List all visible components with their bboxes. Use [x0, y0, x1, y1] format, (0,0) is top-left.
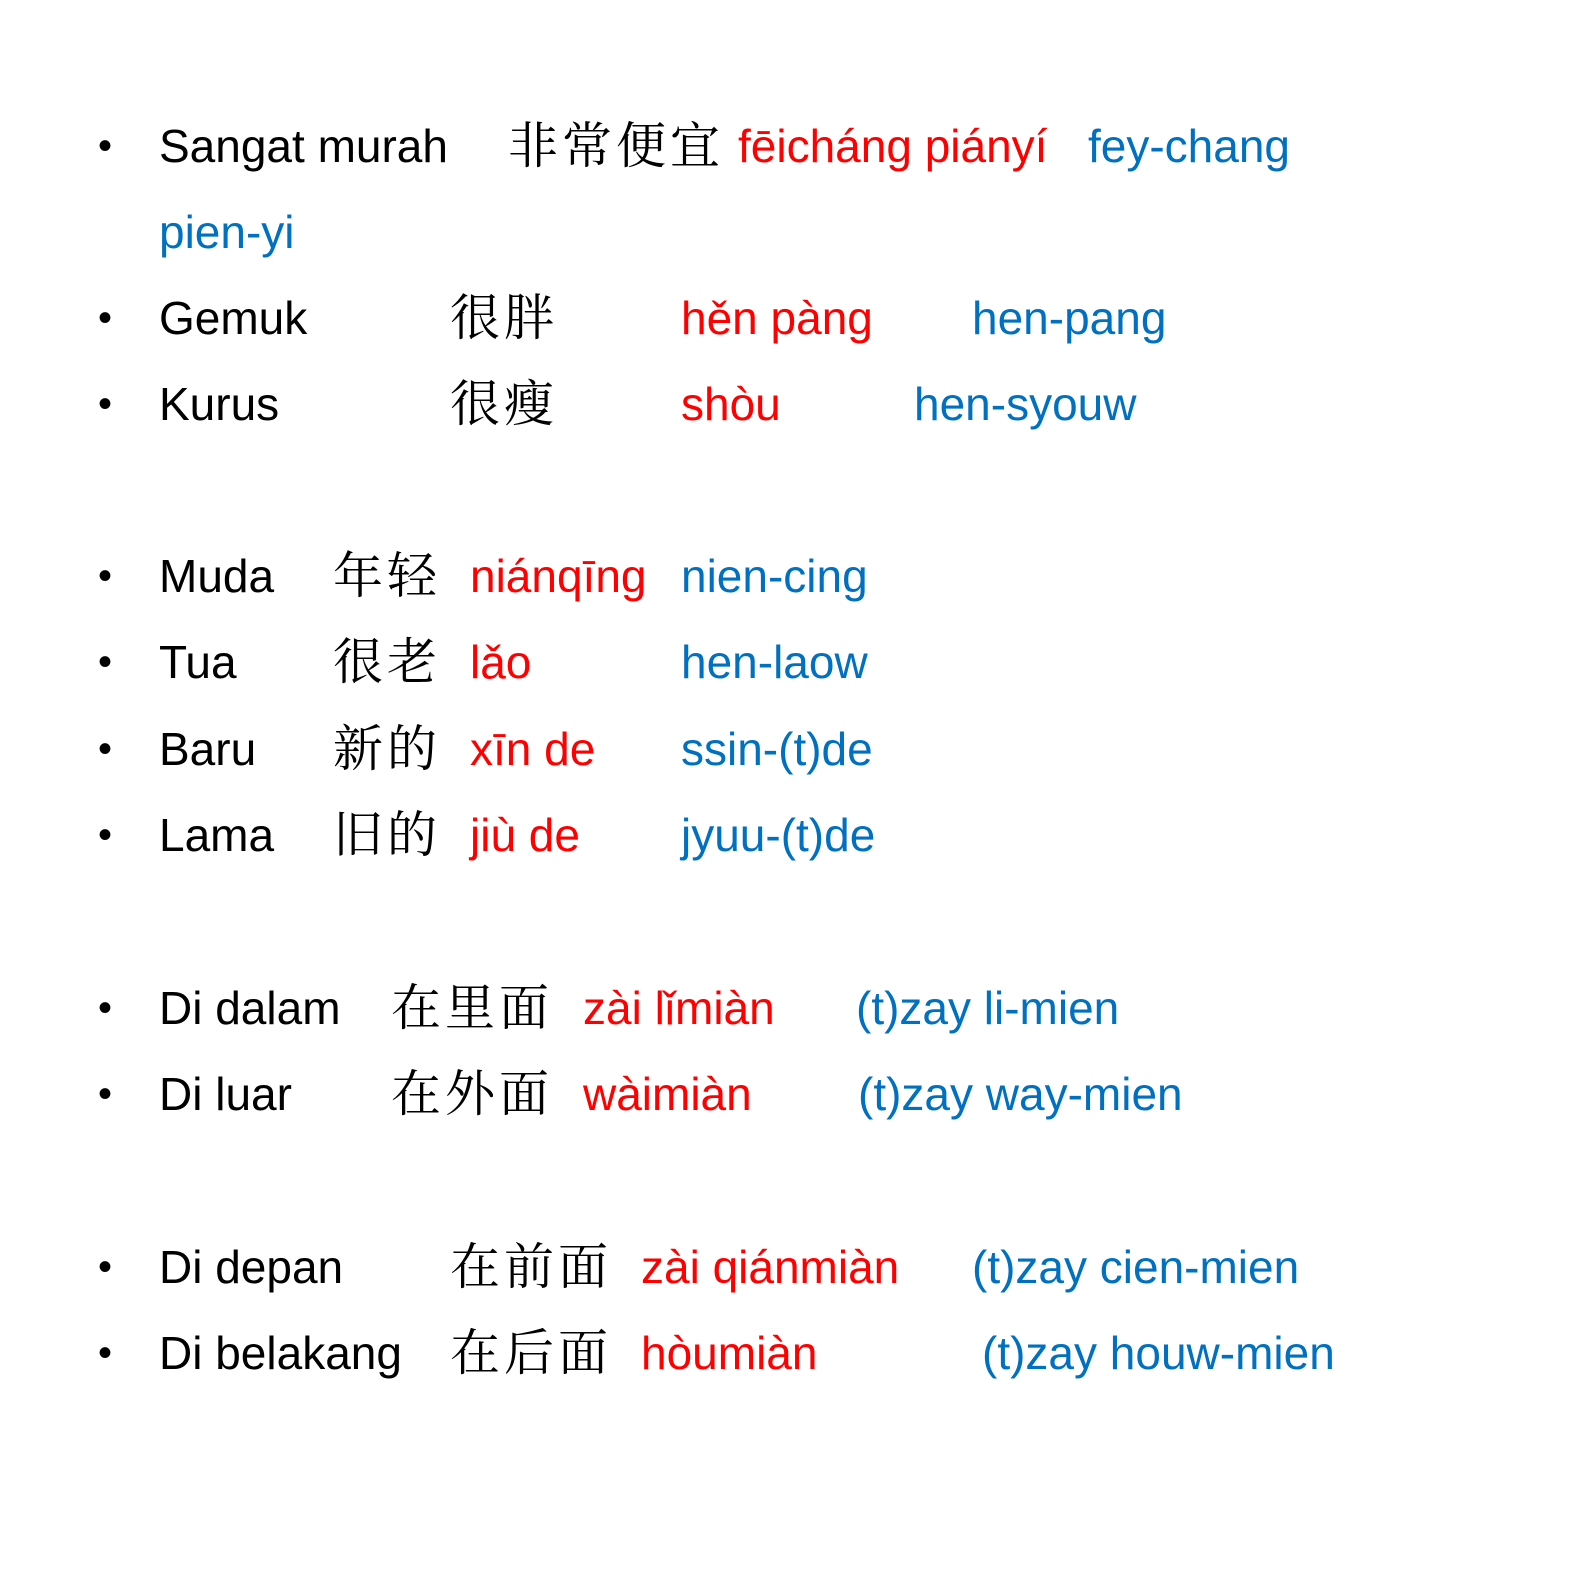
pinyin: shòu [681, 378, 781, 430]
indonesian-word: Di belakang [159, 1327, 402, 1379]
hanzi: 很瘦 [450, 375, 558, 433]
phonetic: (t)zay houw-mien [982, 1327, 1335, 1379]
hanzi: 旧的 [333, 806, 441, 864]
list-item [0, 103, 1576, 189]
bullet: • [98, 1331, 113, 1375]
hanzi: 在外面 [391, 1065, 553, 1123]
indonesian-word: Di dalam [159, 982, 341, 1034]
phonetic-continuation: pien-yi [159, 206, 295, 258]
pinyin: hòumiàn [641, 1327, 818, 1379]
list-item [0, 1224, 1576, 1310]
indonesian-word: Tua [159, 636, 237, 688]
indonesian-word: Lama [159, 809, 275, 861]
indonesian-word: Gemuk [159, 292, 308, 344]
pinyin: zài qiánmiàn [641, 1241, 900, 1293]
list-item [0, 965, 1576, 1051]
phonetic: hen-laow [681, 636, 868, 688]
bullet: • [98, 640, 113, 684]
pinyin: hěn pàng [681, 292, 873, 344]
list-item-continuation [0, 189, 1576, 275]
list-item [0, 706, 1576, 792]
phonetic: (t)zay way-mien [858, 1068, 1183, 1120]
phonetic: (t)zay cien-mien [972, 1241, 1300, 1293]
hanzi: 非常便宜 [508, 117, 724, 175]
pinyin: zài lǐmiàn [583, 982, 775, 1034]
phonetic: fey-chang [1088, 120, 1291, 172]
list-item [0, 792, 1576, 878]
hanzi: 新的 [333, 720, 441, 778]
pinyin: lǎo [470, 636, 532, 688]
bullet: • [98, 986, 113, 1030]
bullet: • [98, 554, 113, 598]
list-item [0, 1310, 1576, 1396]
pinyin: jiù de [470, 809, 580, 861]
bullet: • [98, 813, 113, 857]
hanzi: 在后面 [450, 1324, 612, 1382]
pinyin: niánqīng [470, 550, 647, 602]
phonetic: (t)zay li-mien [856, 982, 1120, 1034]
bullet: • [98, 727, 113, 771]
bullet: • [98, 382, 113, 426]
list-item [0, 533, 1576, 619]
phonetic: nien-cing [681, 550, 868, 602]
indonesian-word: Baru [159, 723, 257, 775]
indonesian-word: Sangat murah [159, 120, 448, 172]
list-item [0, 275, 1576, 361]
pinyin: fēicháng piányí [738, 120, 1048, 172]
phonetic: hen-pang [972, 292, 1167, 344]
list-item [0, 361, 1576, 447]
indonesian-word: Di luar [159, 1068, 292, 1120]
phonetic: jyuu-(t)de [681, 809, 876, 861]
pinyin: xīn de [470, 723, 596, 775]
hanzi: 很老 [333, 633, 441, 691]
hanzi: 在里面 [391, 979, 553, 1037]
indonesian-word: Di depan [159, 1241, 344, 1293]
indonesian-word: Muda [159, 550, 275, 602]
hanzi: 很胖 [450, 289, 558, 347]
hanzi: 在前面 [450, 1238, 612, 1296]
phonetic: hen-syouw [914, 378, 1137, 430]
bullet: • [98, 1072, 113, 1116]
list-item [0, 1051, 1576, 1137]
bullet: • [98, 124, 113, 168]
list-item [0, 619, 1576, 705]
phonetic: ssin-(t)de [681, 723, 873, 775]
bullet: • [98, 1245, 113, 1289]
hanzi: 年轻 [333, 547, 441, 605]
bullet: • [98, 296, 113, 340]
pinyin: wàimiàn [583, 1068, 752, 1120]
indonesian-word: Kurus [159, 378, 280, 430]
